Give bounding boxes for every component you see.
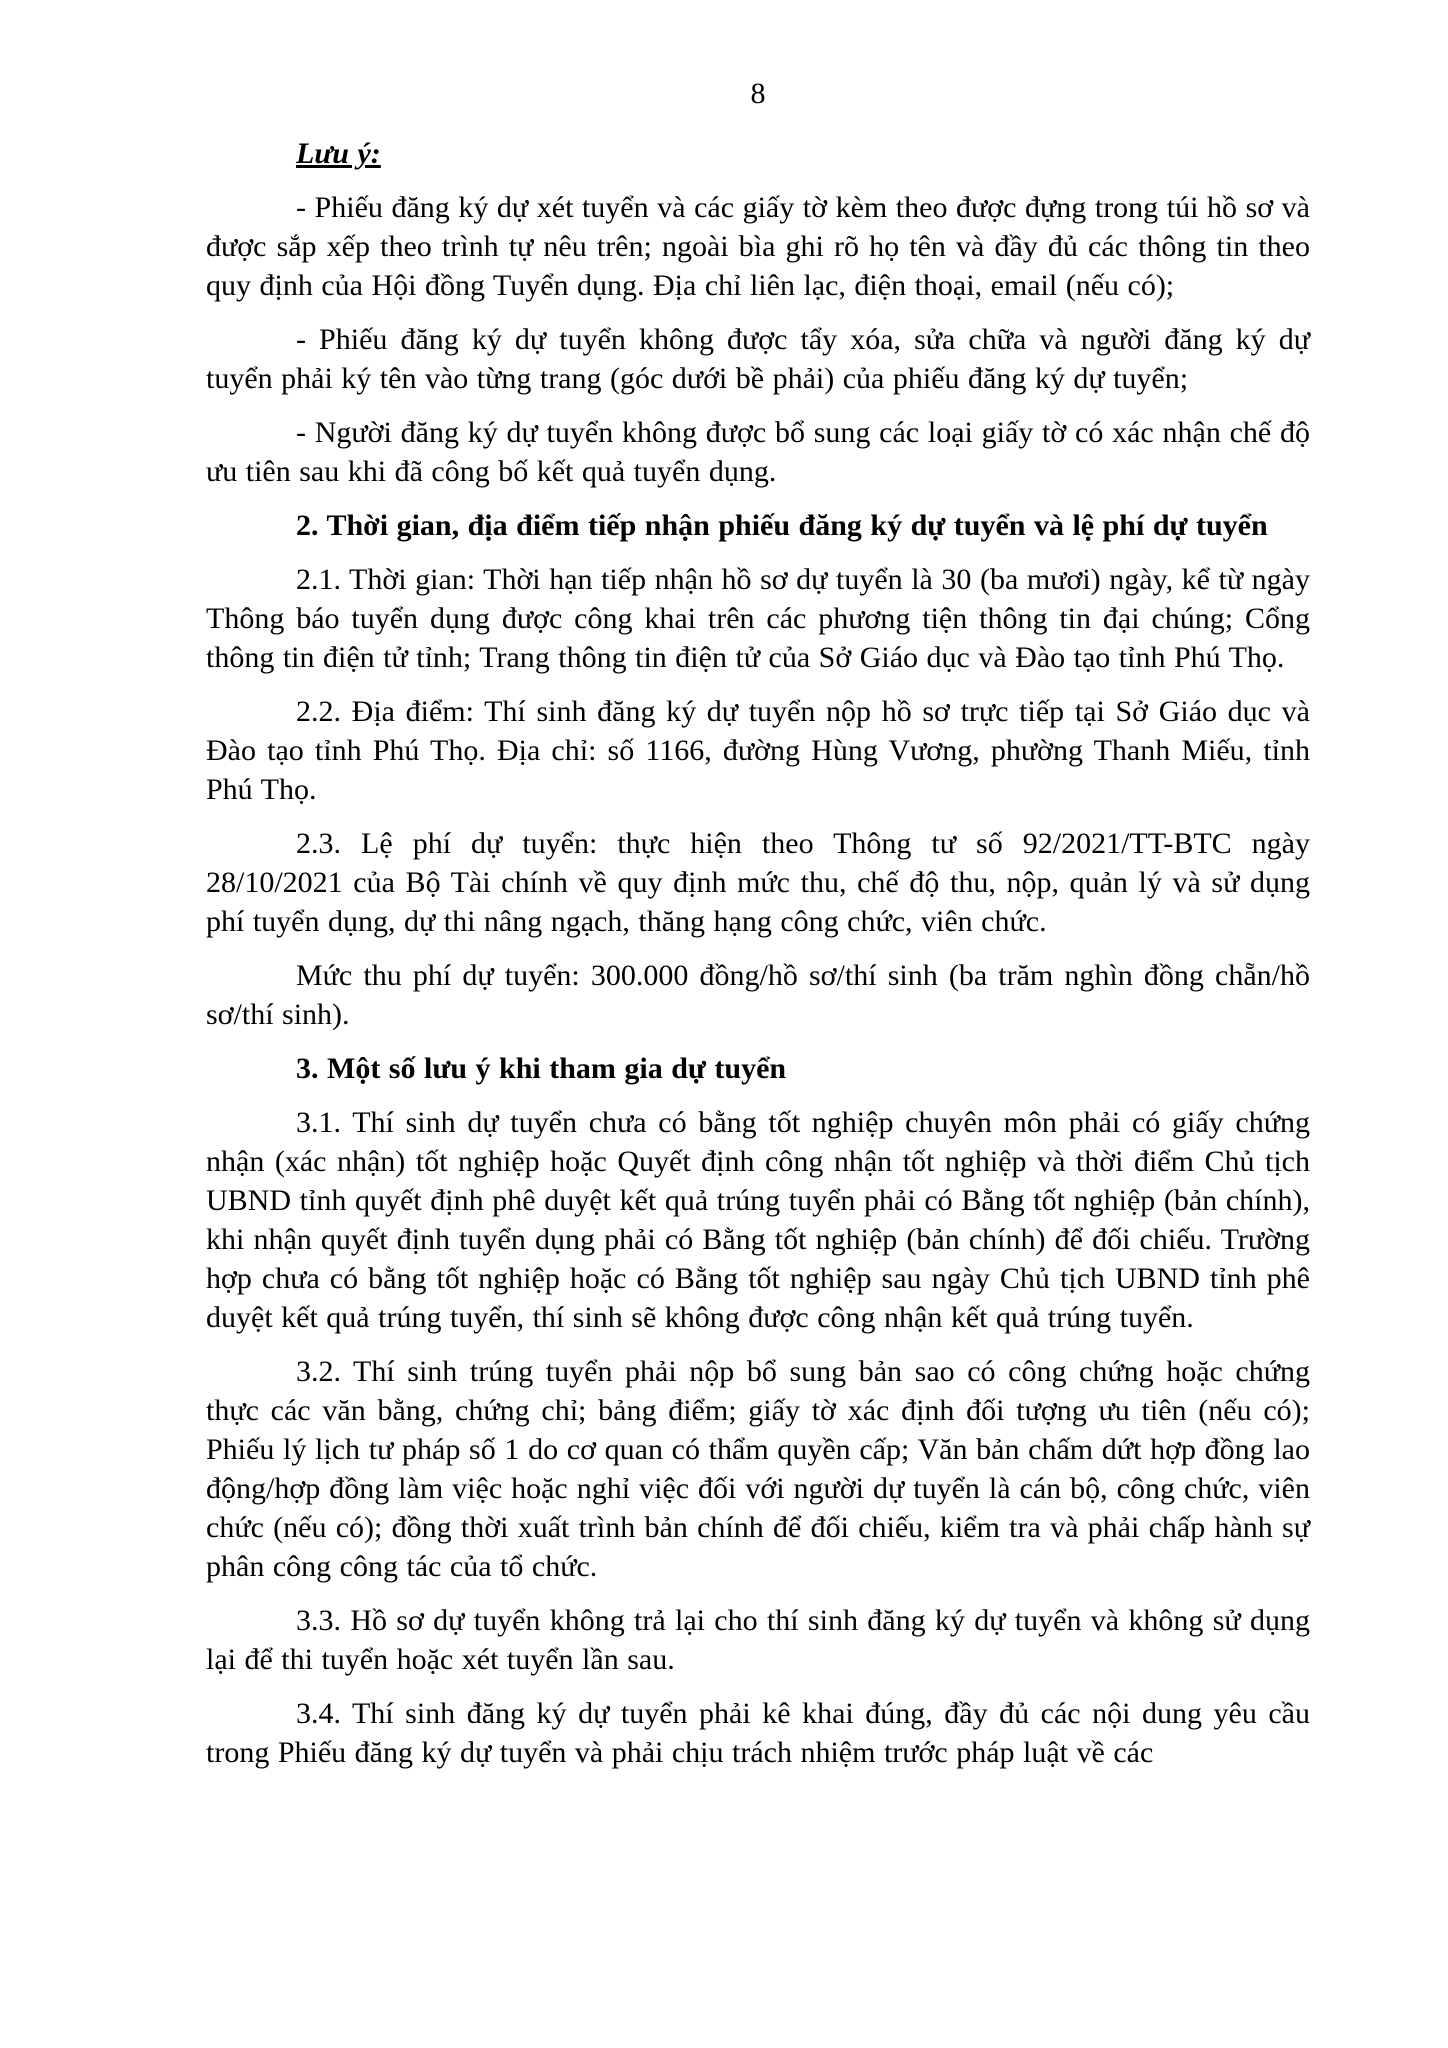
section-2-heading: 2. Thời gian, địa điểm tiếp nhận phiếu đăng ký dự tuyển và lệ phí dự tuyển bbox=[296, 509, 1268, 542]
paragraph-2-1-time: 2.1. Thời gian: Thời hạn tiếp nhận hồ sơ dự tuyển là 30 (ba mươi) ngày, kể từ ngày Thông báo tuyển dụng được công khai trên các phương tiện thông tin đại chúng; Cổng thông tin điện tử tỉnh; Trang thông tin điện tử của Sở Giáo dục và Đào tạo tỉnh Phú Thọ. bbox=[206, 563, 1310, 674]
page-number: 8 bbox=[750, 77, 766, 110]
paragraph-fee-amount: Mức thu phí dự tuyển: 300.000 đồng/hồ sơ/thí sinh (ba trăm nghìn đồng chẵn/hồ sơ/thí sinh). bbox=[206, 959, 1310, 1031]
paragraph-3-2-supplement-documents: 3.2. Thí sinh trúng tuyển phải nộp bổ sung bản sao có công chứng hoặc chứng thực các văn bằng, chứng chỉ; bảng điểm; giấy tờ xác định đối tượng ưu tiên (nếu có); Phiếu lý lịch tư pháp số 1 do cơ quan có thẩm quyền cấp; Văn bản chấm dứt hợp đồng lao động/hợp đồng làm việc hoặc nghỉ việc đối với người dự tuyển là cán bộ, công chức, viên chức (nếu có); đồng thời xuất trình bản chính để đối chiếu, kiểm tra và phải chấp hành sự phân công công tác của tổ chức. bbox=[206, 1355, 1310, 1583]
paragraph-3-1-diploma-requirement: 3.1. Thí sinh dự tuyển chưa có bằng tốt nghiệp chuyên môn phải có giấy chứng nhận (xác nhận) tốt nghiệp hoặc Quyết định công nhận tốt nghiệp và thời điểm Chủ tịch UBND tỉnh quyết định phê duyệt kết quả trúng tuyển phải có Bằng tốt nghiệp (bản chính), khi nhận quyết định tuyển dụng phải có Bằng tốt nghiệp (bản chính) để đối chiếu. Trường hợp chưa có bằng tốt nghiệp hoặc có Bằng tốt nghiệp sau ngày Chủ tịch UBND tỉnh phê duyệt kết quả trúng tuyển, thí sinh sẽ không được công nhận kết quả trúng tuyển. bbox=[206, 1106, 1310, 1334]
section-3-heading: 3. Một số lưu ý khi tham gia dự tuyển bbox=[296, 1052, 787, 1085]
paragraph-3-4-declaration: 3.4. Thí sinh đăng ký dự tuyển phải kê khai đúng, đầy đủ các nội dung yêu cầu trong Phiếu đăng ký dự tuyển và phải chịu trách nhiệm trước pháp luật về các bbox=[206, 1697, 1310, 1769]
note-heading-text: Lưu ý: bbox=[296, 137, 381, 170]
paragraph-2-3-fee: 2.3. Lệ phí dự tuyển: thực hiện theo Thông tư số 92/2021/TT-BTC ngày 28/10/2021 của Bộ Tài chính về quy định mức thu, chế độ thu, nộp, quản lý và sử dụng phí tuyển dụng, dự thi nâng ngạch, thăng hạng công chức, viên chức. bbox=[206, 827, 1310, 938]
paragraph-note-no-erasure: - Phiếu đăng ký dự tuyển không được tẩy xóa, sửa chữa và người đăng ký dự tuyển phải ký tên vào từng trang (góc dưới bề phải) của phiếu đăng ký dự tuyển; bbox=[206, 323, 1310, 395]
paragraph-note-dossier-envelope: - Phiếu đăng ký dự xét tuyển và các giấy tờ kèm theo được đựng trong túi hồ sơ và được sắp xếp theo trình tự nêu trên; ngoài bìa ghi rõ họ tên và đầy đủ các thông tin theo quy định của Hội đồng Tuyển dụng. Địa chỉ liên lạc, điện thoại, email (nếu có); bbox=[206, 191, 1310, 302]
paragraph-2-2-location: 2.2. Địa điểm: Thí sinh đăng ký dự tuyển nộp hồ sơ trực tiếp tại Sở Giáo dục và Đào tạo tỉnh Phú Thọ. Địa chỉ: số 1166, đường Hùng Vương, phường Thanh Miếu, tỉnh Phú Thọ. bbox=[206, 695, 1310, 806]
note-heading bbox=[206, 134, 1310, 173]
page-content bbox=[206, 134, 1310, 1772]
paragraph-3-3-no-return: 3.3. Hồ sơ dự tuyển không trả lại cho thí sinh đăng ký dự tuyển và không sử dụng lại để thi tuyển hoặc xét tuyển lần sau. bbox=[206, 1604, 1310, 1676]
paragraph-note-no-supplement: - Người đăng ký dự tuyển không được bổ sung các loại giấy tờ có xác nhận chế độ ưu tiên sau khi đã công bố kết quả tuyển dụng. bbox=[206, 416, 1310, 488]
